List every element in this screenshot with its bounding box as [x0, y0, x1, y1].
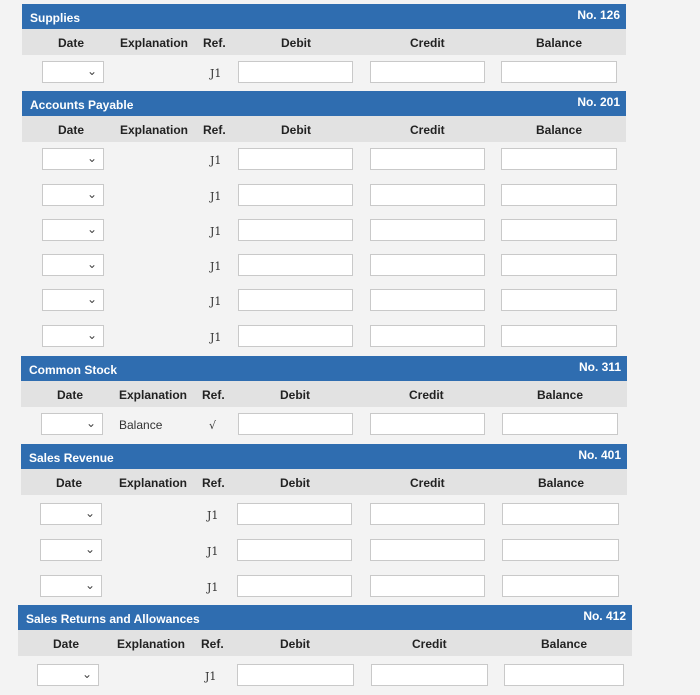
credit-input[interactable]: [371, 664, 488, 686]
ledger-row: [21, 533, 627, 569]
account-name: Accounts Payable: [30, 98, 134, 112]
credit-input[interactable]: [370, 219, 485, 241]
credit-input[interactable]: [370, 289, 485, 311]
col-credit: Credit: [410, 36, 445, 50]
ledger-supplies: [22, 4, 626, 80]
debit-input[interactable]: [237, 575, 352, 597]
column-headers: [18, 630, 632, 656]
credit-input[interactable]: [370, 184, 485, 206]
col-explanation: Explanation: [117, 637, 186, 651]
ref-cell: J1: [207, 581, 219, 594]
col-debit: Debit: [280, 388, 310, 402]
date-select[interactable]: [40, 503, 102, 525]
balance-input[interactable]: [501, 254, 617, 276]
chevron-down-icon: ⌄: [86, 328, 97, 342]
ref-cell: J1: [210, 190, 222, 203]
account-number: No. 412: [583, 609, 626, 623]
col-balance: Balance: [537, 388, 584, 402]
debit-input[interactable]: [237, 539, 352, 561]
date-select[interactable]: [40, 539, 102, 561]
credit-input[interactable]: [370, 325, 485, 347]
ledger-sales-returns: [18, 605, 632, 683]
ledger-row: [21, 407, 627, 443]
col-debit: Debit: [281, 123, 311, 137]
col-ref: Ref.: [203, 123, 226, 137]
col-credit: Credit: [410, 123, 445, 137]
col-balance: Balance: [536, 36, 583, 50]
col-explanation: Explanation: [120, 123, 189, 137]
ref-cell: J1: [210, 295, 222, 308]
chevron-down-icon: ⌄: [81, 667, 92, 681]
date-select[interactable]: [37, 664, 99, 686]
col-credit: Credit: [410, 476, 445, 490]
account-name: Sales Returns and Allowances: [26, 612, 200, 626]
ledger-accounts-payable: [22, 91, 626, 344]
ref-cell: J1: [205, 670, 217, 683]
debit-input[interactable]: [238, 413, 353, 435]
debit-input[interactable]: [238, 219, 353, 241]
account-number: No. 311: [578, 360, 621, 374]
balance-input[interactable]: [501, 325, 617, 347]
credit-input[interactable]: [370, 503, 485, 525]
ref-cell: J1: [210, 260, 222, 273]
chevron-down-icon: ⌄: [86, 151, 97, 165]
column-headers: [21, 469, 627, 495]
ref-cell: J1: [210, 154, 222, 167]
account-number: No. 201: [577, 95, 620, 109]
date-select[interactable]: [42, 289, 104, 311]
col-date: Date: [57, 388, 84, 402]
col-credit: Credit: [412, 637, 447, 651]
date-select[interactable]: [42, 219, 104, 241]
col-date: Date: [58, 123, 85, 137]
ledger-sales-revenue: [21, 444, 627, 594]
credit-input[interactable]: [370, 61, 485, 83]
ledger-common-stock: [21, 356, 627, 432]
credit-input[interactable]: [370, 575, 485, 597]
debit-input[interactable]: [238, 325, 353, 347]
col-debit: Debit: [280, 637, 310, 651]
credit-input[interactable]: [370, 148, 485, 170]
col-ref: Ref.: [202, 388, 225, 402]
date-select[interactable]: [40, 575, 102, 597]
account-number: No. 401: [578, 448, 621, 462]
account-name: Supplies: [30, 11, 81, 25]
debit-input[interactable]: [237, 664, 354, 686]
column-headers: [22, 29, 626, 55]
ledger-header: [22, 4, 626, 29]
date-select[interactable]: [41, 413, 103, 435]
column-headers: [22, 116, 626, 142]
ledger-row: [22, 248, 626, 284]
chevron-down-icon: ⌄: [84, 578, 95, 592]
ledger-row: [21, 497, 627, 533]
ledger-row: [22, 213, 626, 249]
col-ref: Ref.: [201, 637, 224, 651]
account-number: No. 126: [577, 8, 620, 22]
debit-input[interactable]: [238, 184, 353, 206]
chevron-down-icon: ⌄: [84, 542, 95, 556]
col-balance: Balance: [538, 476, 585, 490]
debit-input[interactable]: [238, 289, 353, 311]
balance-input[interactable]: [501, 61, 617, 83]
date-select[interactable]: [42, 148, 104, 170]
date-select[interactable]: [42, 184, 104, 206]
col-balance: Balance: [541, 637, 588, 651]
balance-input[interactable]: [501, 184, 617, 206]
chevron-down-icon: ⌄: [86, 292, 97, 306]
col-explanation: Explanation: [119, 388, 188, 402]
chevron-down-icon: ⌄: [85, 416, 96, 430]
ledger-header: [18, 605, 632, 630]
checkmark-icon: √: [209, 419, 217, 432]
ledger-header: [21, 356, 627, 381]
credit-input[interactable]: [370, 539, 485, 561]
ledger-row: [22, 55, 626, 91]
ledger-row: [21, 569, 627, 605]
col-ref: Ref.: [202, 476, 225, 490]
chevron-down-icon: ⌄: [86, 64, 97, 78]
column-headers: [21, 381, 627, 407]
explanation-cell: Balance: [119, 418, 163, 432]
col-ref: Ref.: [203, 36, 226, 50]
ref-cell: J1: [210, 331, 222, 344]
balance-input[interactable]: [502, 503, 619, 525]
ledger-row: [18, 658, 632, 694]
balance-input[interactable]: [502, 539, 619, 561]
debit-input[interactable]: [238, 254, 353, 276]
balance-input[interactable]: [501, 289, 617, 311]
ledger-header: [22, 91, 626, 116]
col-explanation: Explanation: [120, 36, 189, 50]
account-name: Common Stock: [29, 363, 118, 377]
balance-input[interactable]: [504, 664, 624, 686]
col-date: Date: [56, 476, 83, 490]
chevron-down-icon: ⌄: [86, 222, 97, 236]
ref-cell: J1: [207, 545, 219, 558]
date-select[interactable]: [42, 254, 104, 276]
chevron-down-icon: ⌄: [86, 187, 97, 201]
ref-cell: J1: [210, 67, 222, 80]
col-debit: Debit: [281, 36, 311, 50]
balance-input[interactable]: [501, 148, 617, 170]
col-explanation: Explanation: [119, 476, 188, 490]
debit-input[interactable]: [238, 61, 353, 83]
ledger-row: [22, 319, 626, 355]
ledger-row: [22, 283, 626, 319]
chevron-down-icon: ⌄: [84, 506, 95, 520]
ledger-header: [21, 444, 627, 469]
col-credit: Credit: [409, 388, 444, 402]
balance-input[interactable]: [502, 413, 618, 435]
col-date: Date: [53, 637, 80, 651]
col-debit: Debit: [280, 476, 310, 490]
balance-input[interactable]: [502, 575, 619, 597]
chevron-down-icon: ⌄: [86, 257, 97, 271]
debit-input[interactable]: [237, 503, 352, 525]
ledger-row: [22, 178, 626, 214]
ref-cell: J1: [210, 225, 222, 238]
ledger-row: [22, 142, 626, 178]
debit-input[interactable]: [238, 148, 353, 170]
col-date: Date: [58, 36, 85, 50]
credit-input[interactable]: [370, 254, 485, 276]
account-name: Sales Revenue: [29, 451, 114, 465]
ref-cell: J1: [207, 509, 219, 522]
date-select[interactable]: [42, 61, 104, 83]
balance-input[interactable]: [501, 219, 617, 241]
col-balance: Balance: [536, 123, 583, 137]
date-select[interactable]: [42, 325, 104, 347]
credit-input[interactable]: [370, 413, 485, 435]
